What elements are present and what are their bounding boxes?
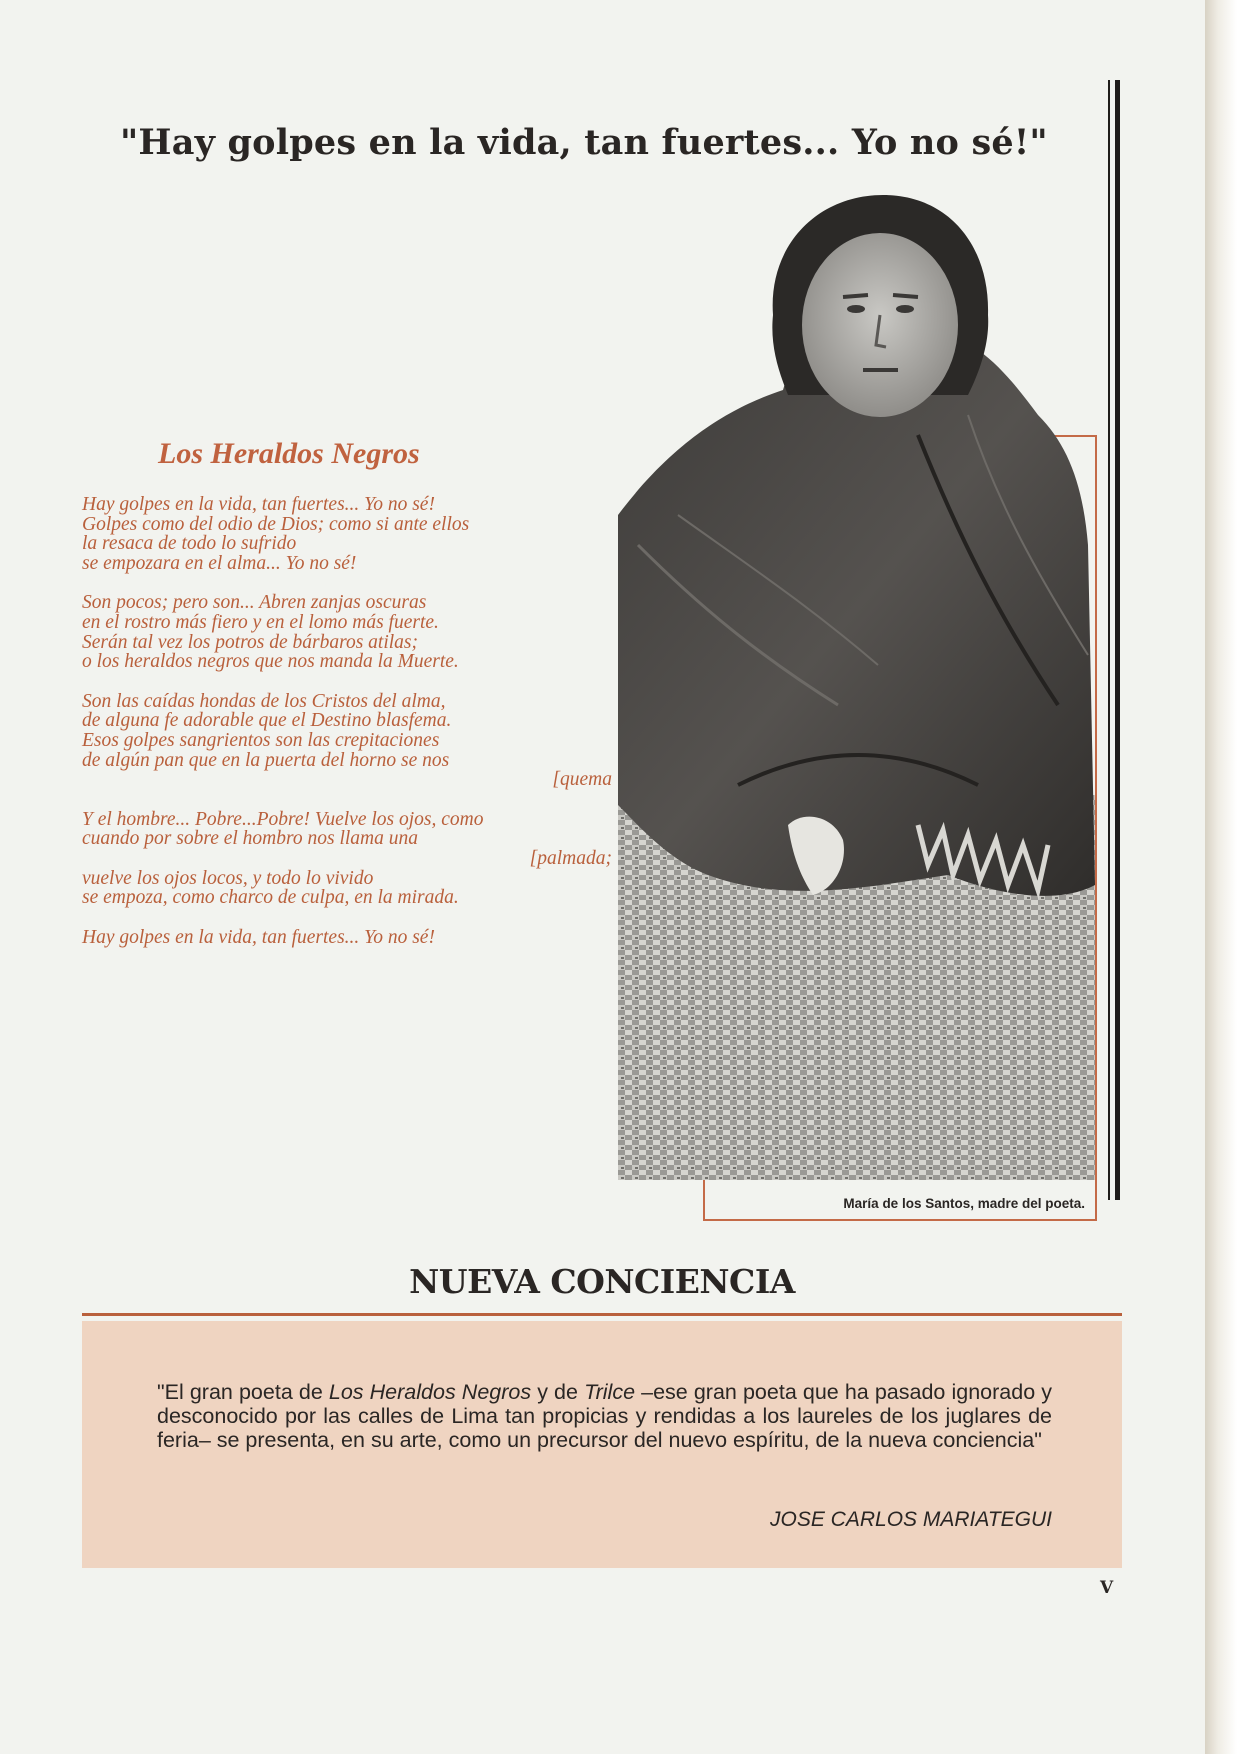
portrait-photo: [618, 185, 1095, 1180]
poem-line: Hay golpes en la vida, tan fuertes... Yo no sé!: [82, 926, 435, 948]
quote-book-title: Los Heraldos Negros: [328, 1380, 532, 1404]
section-title-rule: [82, 1313, 1122, 1316]
poem-line: Esos golpes sangrientos son las crepitaciones: [82, 729, 440, 751]
quote-text-part: –ese gran poeta que ha pasado ignorado y desconocido por las calles de Lima tan propicias y rendidas a los laureles de los juglares de feria– se presenta, en su arte, como un precursor del nuevo espíritu, de la nueva conciencia": [157, 1380, 1052, 1452]
poem-line: en el rostro más fiero y en el lomo más fuerte.: [82, 611, 439, 633]
page-headline: "Hay golpes en la vida, tan fuertes... Yo no sé!": [120, 122, 1048, 163]
poem-line: cuando por sobre el hombro nos llama una: [82, 828, 419, 850]
poem-body: [82, 495, 612, 967]
photo-caption: María de los Santos, madre del poeta.: [843, 1196, 1085, 1211]
page-number: V: [1100, 1578, 1114, 1598]
poem-line-continuation: [palmada;: [529, 847, 612, 869]
right-margin-rule-thin: [1108, 80, 1110, 1200]
poem-line: la resaca de todo lo sufrido: [82, 533, 297, 555]
quote-text-part: "El gran poeta de: [157, 1380, 329, 1404]
poem-line: Son pocos; pero son... Abren zanjas oscuras: [82, 592, 427, 614]
right-margin-rule-thick: [1115, 80, 1120, 1200]
poem-line: Serán tal vez los potros de bárbaros atilas;: [82, 631, 419, 653]
quote-text-part: y de: [531, 1380, 585, 1404]
quote-book-title: Trilce: [584, 1380, 636, 1404]
quote-author: JOSE CARLOS MARIATEGUI: [770, 1508, 1052, 1531]
poem-line: Golpes como del odio de Dios; como si ante ellos: [82, 513, 470, 535]
poem-line: Hay golpes en la vida, tan fuertes... Yo no sé!: [82, 494, 435, 515]
poem-line: se empozara en el alma... Yo no sé!: [82, 552, 357, 574]
poem-line: de algún pan que en la puerta del horno se nos: [82, 749, 450, 771]
poem-line: o los heraldos negros que nos manda la Muerte.: [82, 651, 459, 673]
poem-stanza: [82, 810, 612, 908]
poem-line: Y el hombre... Pobre...Pobre! Vuelve los ojos, como: [82, 808, 484, 830]
poem-line: Son las caídas hondas de los Cristos del alma,: [82, 690, 446, 712]
section-title: NUEVA CONCIENCIA: [409, 1262, 795, 1301]
poem-stanza: [82, 928, 612, 948]
poem-line: se empoza, como charco de culpa, en la mirada.: [82, 887, 459, 909]
poem-line-continuation: [quema: [552, 769, 612, 791]
poem-title: Los Heraldos Negros: [158, 437, 420, 470]
poem-line: de alguna fe adorable que el Destino blasfema.: [82, 710, 452, 732]
poem-stanza: [82, 495, 612, 573]
page-edge: [1205, 0, 1237, 1754]
poem-stanza: [82, 593, 612, 671]
poem-line: vuelve los ojos locos, y todo lo vivido: [82, 867, 374, 889]
quote-text: [157, 1380, 1052, 1452]
poem-stanza: [82, 692, 612, 790]
